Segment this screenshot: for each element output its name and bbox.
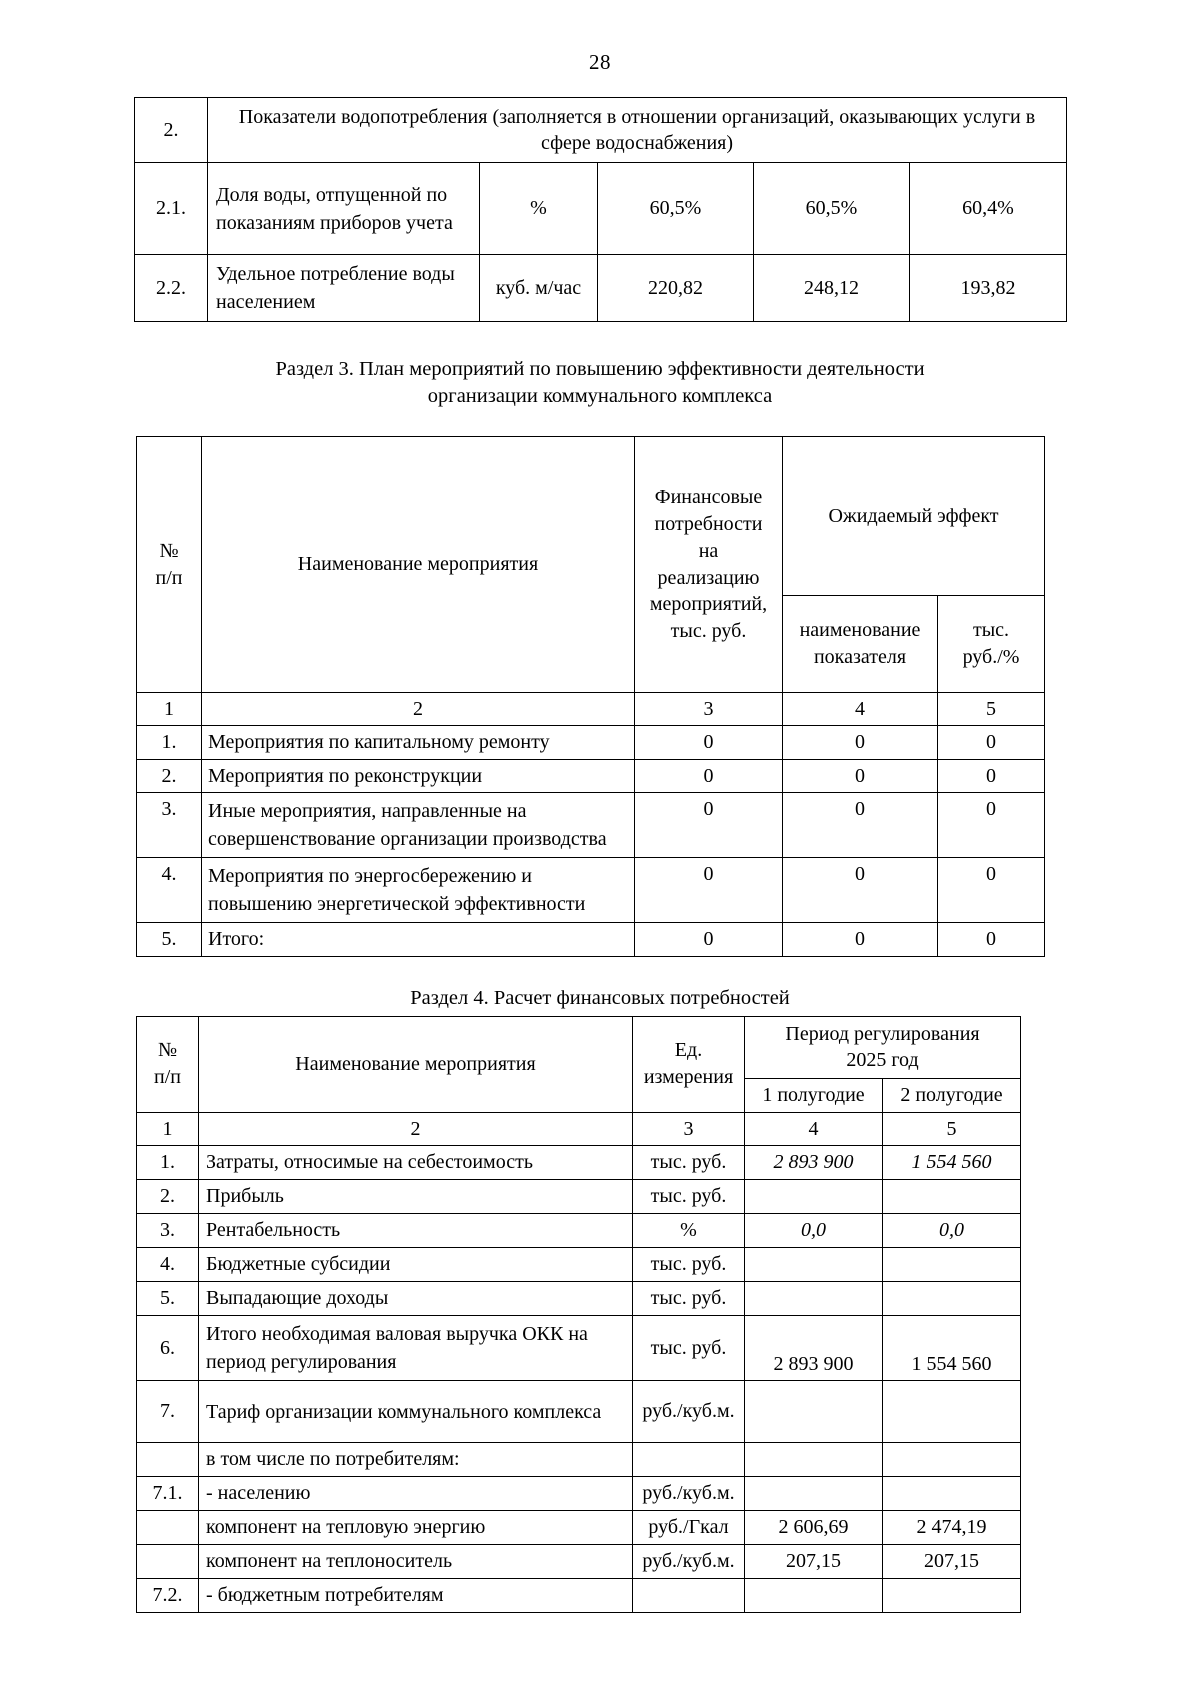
col-num-4: 4	[783, 693, 938, 726]
row-unit: тыс. руб.	[633, 1180, 745, 1214]
row-name: Доля воды, отпущенной по показаниям приборов учета	[208, 163, 480, 255]
header-half-2: 2 полугодие	[883, 1079, 1021, 1112]
section-3-title	[0, 356, 1200, 410]
row-name: Мероприятия по энергосбережению и повышению энергетической эффективности	[202, 858, 635, 923]
row-number: 6.	[137, 1316, 199, 1381]
col-num-5: 5	[938, 693, 1045, 726]
row-number: 1.	[137, 1146, 199, 1180]
table-row	[137, 793, 1045, 858]
row-value-half-2	[883, 1443, 1021, 1477]
section-3-title-line-2: организации коммунального комплекса	[427, 385, 773, 408]
page-number: 28	[589, 50, 611, 74]
table-header-row	[137, 1016, 1021, 1079]
row-value-half-1: 0,0	[745, 1214, 883, 1248]
table-row	[137, 1381, 1021, 1443]
row-effect-name: 0	[783, 726, 938, 759]
row-value-half-1	[745, 1180, 883, 1214]
row-value-half-1: 2 893 900	[745, 1146, 883, 1180]
row-finance: 0	[635, 858, 783, 923]
table-row	[137, 1214, 1021, 1248]
table-row	[137, 858, 1045, 923]
header-period-line-2: 2025 год	[846, 1049, 919, 1072]
header-unit-line-1: Ед.	[674, 1039, 703, 1062]
section-4-title: Раздел 4. Расчет финансовых потребностей	[410, 986, 790, 1009]
row-effect-value: 0	[938, 759, 1045, 792]
header-number	[137, 1016, 199, 1112]
row-name: Затраты, относимые на себестоимость	[199, 1146, 633, 1180]
row-unit	[633, 1443, 745, 1477]
row-number: 2.	[137, 759, 202, 792]
row-number	[137, 1511, 199, 1545]
row-value-3: 193,82	[910, 255, 1067, 322]
row-unit: %	[480, 163, 598, 255]
row-name: в том числе по потребителям:	[199, 1443, 633, 1477]
row-value-half-1: 2 606,69	[745, 1511, 883, 1545]
row-unit: тыс. руб.	[633, 1248, 745, 1282]
row-number: 4.	[137, 858, 202, 923]
row-effect-name: 0	[783, 858, 938, 923]
row-unit: тыс. руб.	[633, 1282, 745, 1316]
row-value-half-2	[883, 1477, 1021, 1511]
col-num-4: 4	[745, 1112, 883, 1145]
row-number	[137, 1443, 199, 1477]
row-value-half-2	[883, 1282, 1021, 1316]
header-finance-line-3: на	[698, 539, 719, 562]
header-period	[745, 1016, 1021, 1079]
row-number: 2.2.	[135, 255, 208, 322]
header-name: Наименование мероприятия	[199, 1016, 633, 1112]
table-row	[137, 1316, 1021, 1381]
row-name: Мероприятия по капитальному ремонту	[202, 726, 635, 759]
row-unit: руб./куб.м.	[633, 1477, 745, 1511]
row-value-2: 60,5%	[754, 163, 910, 255]
row-effect-value: 0	[938, 793, 1045, 858]
row-effect-value: 0	[938, 858, 1045, 923]
row-number: 3.	[137, 1214, 199, 1248]
header-half-1: 1 полугодие	[745, 1079, 883, 1112]
row-value-half-2	[883, 1180, 1021, 1214]
row-finance: 0	[635, 923, 783, 956]
row-name: Рентабельность	[199, 1214, 633, 1248]
row-unit: куб. м/час	[480, 255, 598, 322]
row-number: 1.	[137, 726, 202, 759]
row-value-half-2: 1 554 560	[883, 1146, 1021, 1180]
water-indicators-table	[134, 97, 1067, 322]
row-effect-name: 0	[783, 759, 938, 792]
header-effect-indicator-value	[938, 596, 1045, 693]
row-number: 5.	[137, 923, 202, 956]
header-finance-line-6: тыс. руб.	[670, 620, 747, 643]
row-number: 2.	[135, 98, 208, 163]
table-row	[137, 1477, 1021, 1511]
section-3-title-line-1: Раздел 3. План мероприятий по повышению эффективности деятельности	[275, 358, 925, 380]
row-name: - бюджетным потребителям	[199, 1579, 633, 1613]
row-name: Итого необходимая валовая выручка ОКК на период регулирования	[199, 1316, 633, 1381]
table-row	[137, 1511, 1021, 1545]
header-number	[137, 437, 202, 693]
row-unit	[633, 1579, 745, 1613]
row-finance: 0	[635, 793, 783, 858]
row-value-half-1	[745, 1579, 883, 1613]
row-name: Удельное потребление воды населением	[208, 255, 480, 322]
row-value-half-1	[745, 1282, 883, 1316]
row-number: 7.2.	[137, 1579, 199, 1613]
row-value-half-1	[745, 1248, 883, 1282]
row-value-1: 60,5%	[598, 163, 754, 255]
row-number: 3.	[137, 793, 202, 858]
col-num-2: 2	[199, 1112, 633, 1145]
row-value-half-1	[745, 1477, 883, 1511]
table-row	[137, 1443, 1021, 1477]
row-number: 2.1.	[135, 163, 208, 255]
row-finance: 0	[635, 726, 783, 759]
col-num-3: 3	[633, 1112, 745, 1145]
column-number-row	[137, 1112, 1021, 1145]
row-unit: руб./Гкал	[633, 1511, 745, 1545]
row-number: 7.	[137, 1381, 199, 1443]
plan-measures-table	[136, 436, 1045, 957]
header-number-line-2: п/п	[155, 566, 183, 589]
header-unit-line-2: измерения	[643, 1066, 734, 1089]
row-number	[137, 1545, 199, 1579]
row-name: компонент на тепловую энергию	[199, 1511, 633, 1545]
row-value-half-2: 207,15	[883, 1545, 1021, 1579]
row-unit: тыс. руб.	[633, 1316, 745, 1381]
row-name: Бюджетные субсидии	[199, 1248, 633, 1282]
header-finance	[635, 437, 783, 693]
row-name: Прибыль	[199, 1180, 633, 1214]
row-number: 4.	[137, 1248, 199, 1282]
col-num-5: 5	[883, 1112, 1021, 1145]
table-row	[137, 726, 1045, 759]
col-num-2: 2	[202, 693, 635, 726]
row-value-half-2	[883, 1381, 1021, 1443]
row-value-half-1	[745, 1443, 883, 1477]
table-row	[137, 759, 1045, 792]
row-unit: %	[633, 1214, 745, 1248]
row-effect-value: 0	[938, 923, 1045, 956]
header-finance-line-5: мероприятий,	[649, 593, 768, 616]
header-period-line-1: Период регулирования	[785, 1022, 980, 1045]
header-finance-line-1: Финансовые	[654, 486, 763, 509]
row-value-1: 220,82	[598, 255, 754, 322]
header-number-line-1: №	[157, 1039, 178, 1062]
table-header-row	[137, 437, 1045, 596]
row-unit: руб./куб.м.	[633, 1381, 745, 1443]
row-number: 2.	[137, 1180, 199, 1214]
row-finance: 0	[635, 759, 783, 792]
header-effect-name-line-1: наименование	[799, 619, 921, 642]
row-value-half-1	[745, 1381, 883, 1443]
row-number: 5.	[137, 1282, 199, 1316]
table-row	[137, 1545, 1021, 1579]
row-name: компонент на теплоноситель	[199, 1545, 633, 1579]
header-unit	[633, 1016, 745, 1112]
row-effect-name: 0	[783, 793, 938, 858]
table-row	[137, 923, 1045, 956]
table-row	[135, 98, 1067, 163]
row-effect-name: 0	[783, 923, 938, 956]
section-header-cell: Показатели водопотребления (заполняется в отношении организаций, оказывающих услуги в сфере водоснабжения)	[208, 98, 1067, 163]
row-name: - населению	[199, 1477, 633, 1511]
table-row	[137, 1248, 1021, 1282]
row-name: Тариф организации коммунального комплекса	[199, 1381, 633, 1443]
row-name: Итого:	[202, 923, 635, 956]
header-number-line-1: №	[159, 539, 179, 562]
col-num-1: 1	[137, 693, 202, 726]
row-name: Мероприятия по реконструкции	[202, 759, 635, 792]
table-row	[137, 1282, 1021, 1316]
row-value-3: 60,4%	[910, 163, 1067, 255]
row-value-half-1: 207,15	[745, 1545, 883, 1579]
header-effect-value-line-2: руб./%	[962, 646, 1020, 669]
header-effect-name-line-2: показателя	[813, 646, 907, 669]
row-value-half-2: 0,0	[883, 1214, 1021, 1248]
row-value-2: 248,12	[754, 255, 910, 322]
header-finance-line-4: реализацию	[657, 566, 760, 589]
table-row	[137, 1180, 1021, 1214]
row-value-half-2	[883, 1579, 1021, 1613]
table-row	[137, 1146, 1021, 1180]
header-effect-value-line-1: тыс.	[972, 619, 1010, 642]
row-number: 7.1.	[137, 1477, 199, 1511]
header-finance-line-2: потребности	[654, 513, 763, 535]
table-row	[137, 1579, 1021, 1613]
row-value-half-2: 2 474,19	[883, 1511, 1021, 1545]
col-num-3: 3	[635, 693, 783, 726]
row-unit: тыс. руб.	[633, 1146, 745, 1180]
row-effect-value: 0	[938, 726, 1045, 759]
row-value-half-1: 2 893 900	[745, 1316, 883, 1381]
col-num-1: 1	[137, 1112, 199, 1145]
table-row	[135, 255, 1067, 322]
row-unit: руб./куб.м.	[633, 1545, 745, 1579]
table-row	[135, 163, 1067, 255]
financial-needs-table	[136, 1016, 1021, 1613]
column-number-row	[137, 693, 1045, 726]
header-expected-effect: Ожидаемый эффект	[783, 437, 1045, 596]
header-name: Наименование мероприятия	[202, 437, 635, 693]
row-name: Выпадающие доходы	[199, 1282, 633, 1316]
row-value-half-2: 1 554 560	[883, 1316, 1021, 1381]
header-effect-indicator-name	[783, 596, 938, 693]
header-number-line-2: п/п	[154, 1066, 181, 1089]
row-value-half-2	[883, 1248, 1021, 1282]
row-name: Иные мероприятия, направленные на совершенствование организации производства	[202, 793, 635, 858]
